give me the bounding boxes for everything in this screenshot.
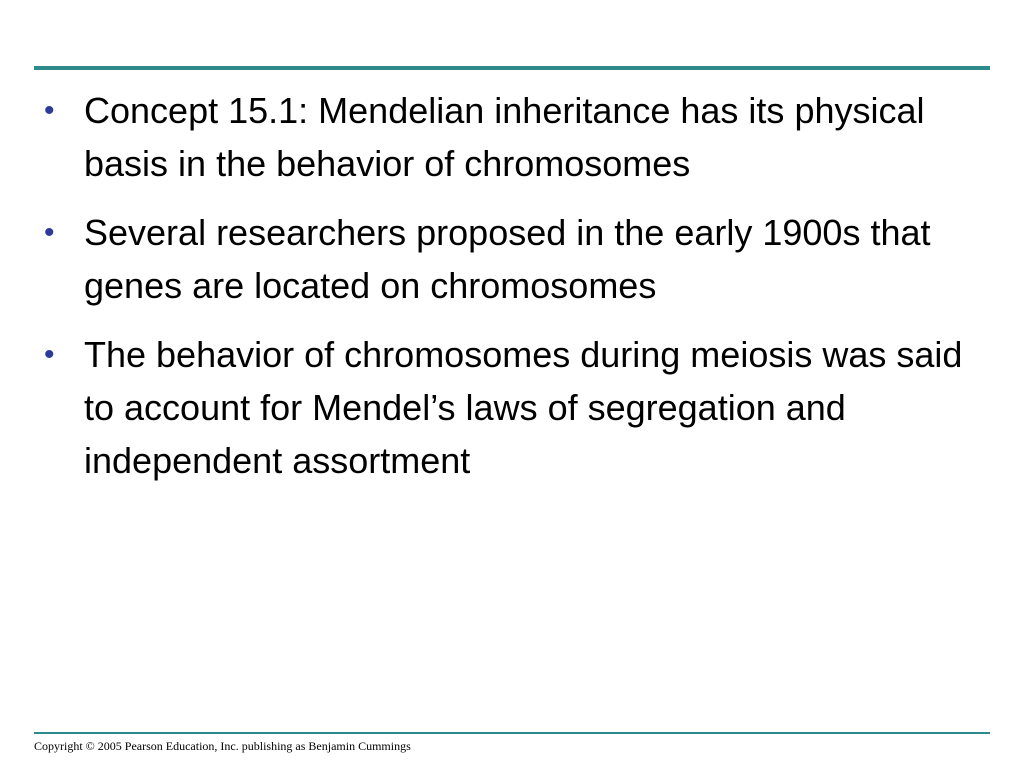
bullet-text: Several researchers proposed in the early 1900s that genes are located on chromosomes — [84, 212, 931, 306]
copyright-footer: Copyright © 2005 Pearson Education, Inc. publishing as Benjamin Cummings — [34, 739, 411, 753]
bullet-marker: • — [44, 94, 55, 127]
bullet-item-1 — [40, 84, 990, 190]
bullet-marker: • — [44, 338, 55, 371]
bullet-item-2 — [40, 206, 990, 312]
bullet-marker: • — [44, 216, 55, 249]
bullet-text: Concept 15.1: Mendelian inheritance has its physical basis in the behavior of chromosomes — [84, 90, 925, 184]
bullet-item-3 — [40, 328, 990, 487]
bullet-text: The behavior of chromosomes during meiosis was said to account for Mendel’s laws of segregation and independent assortment — [84, 334, 963, 481]
bullet-list — [40, 84, 990, 503]
bottom-divider — [34, 732, 990, 734]
top-divider — [34, 66, 990, 70]
